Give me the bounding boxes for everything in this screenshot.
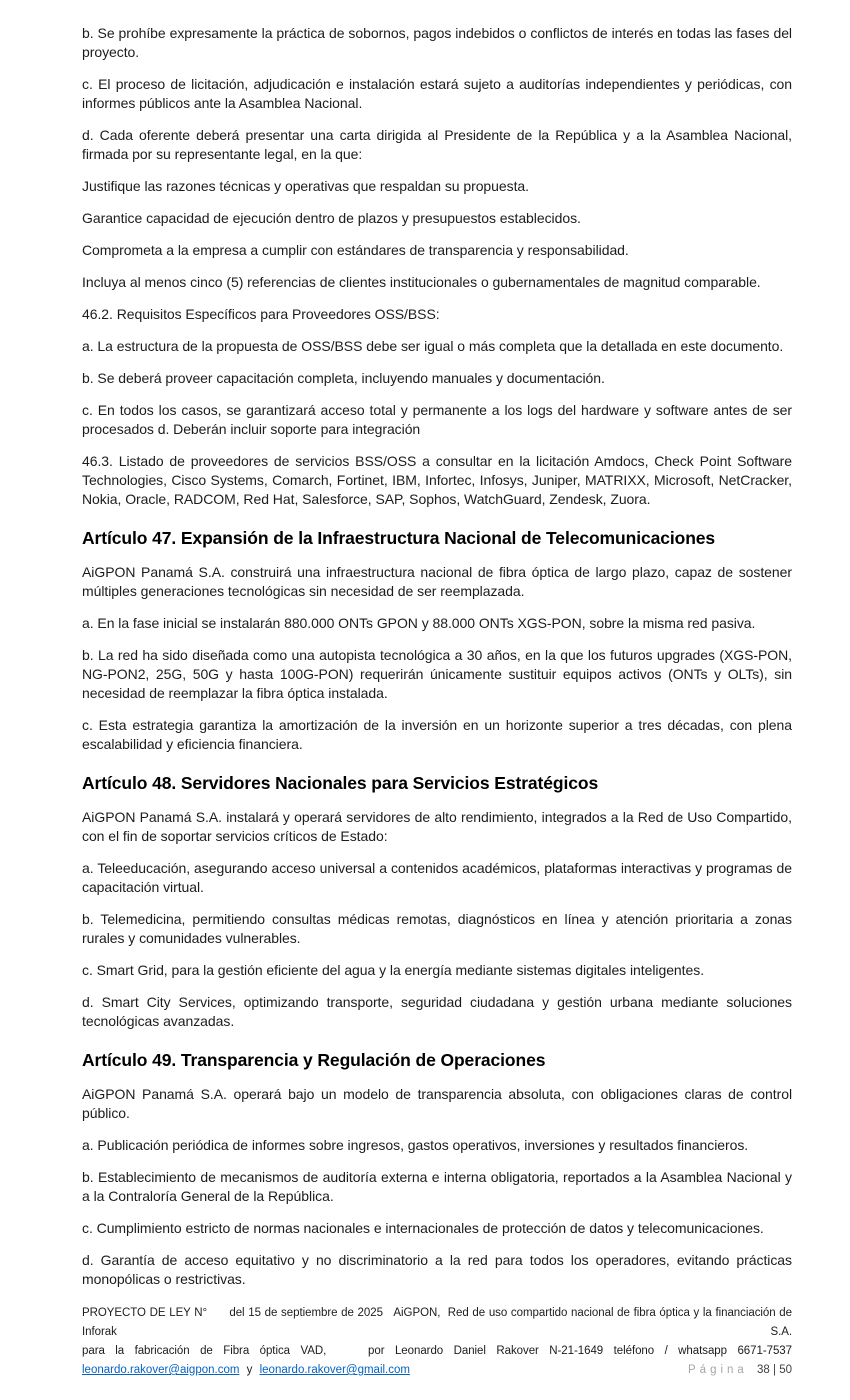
paragraph: a. Publicación periódica de informes sobre ingresos, gastos operativos, inversiones y resultados financieros. xyxy=(82,1137,749,1153)
paragraph: d. Garantía de acceso equitativo y no discriminatorio a la red para todos los operadores, evitando prácticas monopólicas o restrictivas. xyxy=(82,1252,792,1287)
paragraph: c. Esta estrategia garantiza la amortización de la inversión en un horizonte superior a tres décadas, con plena escalabilidad y eficiencia financiera. xyxy=(82,717,792,752)
email-link-aigpon[interactable]: leonardo.rakover@aigpon.com xyxy=(82,1364,240,1376)
paragraph: 46.3. Listado de proveedores de servicios BSS/OSS a consultar en la licitación Amdocs, Check Point Software Technologies, Cisco Systems, Comarch, Fortinet, IBM, Infortec, Infosys, Juniper, MATRIXX, Microsoft, NetCracker, Nokia, Oracle, RADCOM, Red Hat, Salesforce, SAP, Sophos, WatchGuard, Zendesk, Zuora. xyxy=(82,453,792,507)
paragraph: AiGPON Panamá S.A. construirá una infraestructura nacional de fibra óptica de largo plazo, capaz de sostener múltiples generaciones tecnológicas sin necesidad de ser reemplazada. xyxy=(82,564,792,599)
paragraph: Comprometa a la empresa a cumplir con estándares de transparencia y responsabilidad. xyxy=(82,242,629,258)
paragraph: c. El proceso de licitación, adjudicación e instalación estará sujeto a auditorías independientes y periódicas, con informes públicos ante la Asamblea Nacional. xyxy=(82,76,792,111)
paragraph: a. Teleeducación, asegurando acceso universal a contenidos académicos, plataformas interactivas y programas de capacitación virtual. xyxy=(82,860,792,895)
paragraph: b. Se deberá proveer capacitación completa, incluyendo manuales y documentación. xyxy=(82,370,605,386)
footer-line-3 xyxy=(82,1361,792,1380)
footer-line-1: PROYECTO DE LEY N° del 15 de septiembre de 2025 AiGPON, Red de uso compartido nacional de fibra óptica y la financiación de Inforak S.A. xyxy=(82,1307,792,1338)
paragraph: Garantice capacidad de ejecución dentro de plazos y presupuestos establecidos. xyxy=(82,210,581,226)
paragraph: b. Telemedicina, permitiendo consultas médicas remotas, diagnósticos en línea y atención prioritaria a zonas rurales y comunidades vulnerables. xyxy=(82,911,792,946)
email-separator: y xyxy=(246,1364,253,1376)
footer-line-2: para la fabricación de Fibra óptica VAD, por Leonardo Daniel Rakover N-21-1649 teléfono / whatsapp 6671-7537 xyxy=(82,1345,792,1357)
paragraph: a. En la fase inicial se instalarán 880.000 ONTs GPON y 88.000 ONTs XGS-PON, sobre la misma red pasiva. xyxy=(82,615,756,631)
page-number: 38 | 50 xyxy=(757,1364,792,1376)
page-footer xyxy=(82,1304,792,1380)
paragraph: AiGPON Panamá S.A. operará bajo un modelo de transparencia absoluta, con obligaciones claras de control público. xyxy=(82,1086,792,1121)
page-indicator xyxy=(688,1361,792,1380)
paragraph: d. Smart City Services, optimizando transporte, seguridad ciudadana y gestión urbana mediante soluciones tecnológicas avanzadas. xyxy=(82,994,792,1029)
paragraph: b. La red ha sido diseñada como una autopista tecnológica a 30 años, en la que los futuros upgrades (XGS-PON, NG-PON2, 25G, 50G y hasta 100G-PON) requerirán únicamente sustituir equipos activos (ONTs y OLTs), sin necesidad de reemplazar la fibra óptica instalada. xyxy=(82,647,792,701)
email-link-gmail[interactable]: leonardo.rakover@gmail.com xyxy=(259,1364,410,1376)
heading-articulo-47: Artículo 47. Expansión de la Infraestructura Nacional de Telecomunicaciones xyxy=(82,528,716,548)
paragraph: Justifique las razones técnicas y operativas que respaldan su propuesta. xyxy=(82,178,529,194)
paragraph: b. Establecimiento de mecanismos de auditoría externa e interna obligatoria, reportados a la Asamblea Nacional y a la Contraloría General de la República. xyxy=(82,1169,792,1204)
paragraph: a. La estructura de la propuesta de OSS/BSS debe ser igual o más completa que la detallada en este documento. xyxy=(82,338,784,354)
footer-emails xyxy=(82,1361,410,1380)
paragraph: c. Cumplimiento estricto de normas nacionales e internacionales de protección de datos y telecomunicaciones. xyxy=(82,1220,764,1236)
paragraph: c. En todos los casos, se garantizará acceso total y permanente a los logs del hardware y software antes de ser procesados d. Deberán incluir soporte para integración xyxy=(82,402,792,437)
heading-articulo-49: Artículo 49. Transparencia y Regulación de Operaciones xyxy=(82,1050,546,1070)
page-label: Página xyxy=(688,1364,748,1376)
document-body xyxy=(82,24,792,1289)
paragraph: AiGPON Panamá S.A. instalará y operará servidores de alto rendimiento, integrados a la Red de Uso Compartido, con el fin de soportar servicios críticos de Estado: xyxy=(82,809,792,844)
paragraph: d. Cada oferente deberá presentar una carta dirigida al Presidente de la República y a la Asamblea Nacional, firmada por su representante legal, en la que: xyxy=(82,127,792,162)
paragraph: b. Se prohíbe expresamente la práctica de sobornos, pagos indebidos o conflictos de interés en todas las fases del proyecto. xyxy=(82,25,792,60)
paragraph: 46.2. Requisitos Específicos para Proveedores OSS/BSS: xyxy=(82,306,440,322)
paragraph: Incluya al menos cinco (5) referencias de clientes institucionales o gubernamentales de magnitud comparable. xyxy=(82,274,761,290)
heading-articulo-48: Artículo 48. Servidores Nacionales para Servicios Estratégicos xyxy=(82,773,599,793)
paragraph: c. Smart Grid, para la gestión eficiente del agua y la energía mediante sistemas digitales inteligentes. xyxy=(82,962,705,978)
